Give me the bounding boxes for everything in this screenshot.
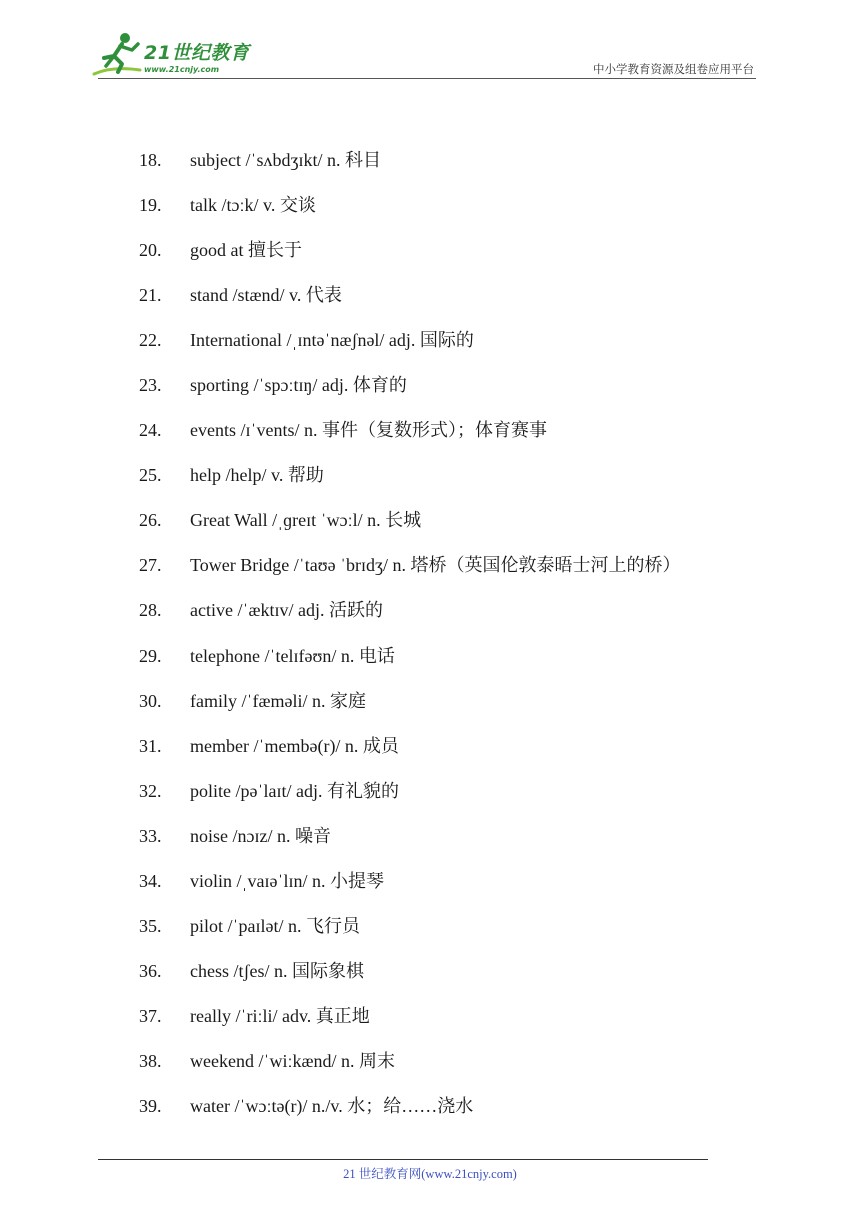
vocab-entry: pilot /ˈpaɪlət/ n. 飞行员 — [190, 915, 360, 936]
vocab-entry: subject /ˈsʌbdʒɪkt/ n. 科目 — [190, 150, 381, 170]
vocab-item — [0, 724, 860, 769]
footer-source-link[interactable]: 21 世纪教育网(www.21cnjy.com) — [343, 1167, 517, 1181]
vocab-item — [0, 904, 860, 949]
vocab-number: 30. — [139, 690, 162, 711]
vocab-item — [0, 588, 860, 633]
vocab-item — [0, 183, 860, 228]
vocab-item — [0, 769, 860, 814]
vocab-entry: really /ˈriːli/ adv. 真正地 — [190, 1005, 370, 1026]
vocab-entry: active /ˈæktɪv/ adj. 活跃的 — [190, 600, 383, 621]
vocab-entry: chess /tʃes/ n. 国际象棋 — [190, 960, 364, 981]
vocab-entry: Great Wall /ˌɡreɪt ˈwɔːl/ n. 长城 — [190, 510, 422, 531]
vocab-number: 33. — [139, 825, 162, 846]
vocab-item — [0, 1039, 860, 1084]
footer-divider — [98, 1159, 708, 1160]
vocab-item — [0, 273, 860, 318]
vocab-number: 21. — [139, 285, 162, 306]
vocab-entry: telephone /ˈtelɪfəʊn/ n. 电话 — [190, 645, 395, 666]
vocab-item — [0, 634, 860, 679]
vocab-entry: violin /ˌvaɪəˈlɪn/ n. 小提琴 — [190, 870, 384, 891]
vocab-number: 31. — [139, 735, 162, 756]
vocab-entry: member /ˈmembə(r)/ n. 成员 — [190, 735, 399, 756]
vocab-item — [0, 679, 860, 724]
vocab-item — [0, 408, 860, 453]
vocab-number: 22. — [139, 330, 162, 351]
vocab-item — [0, 138, 860, 183]
logo-url: www.21cnjy.com — [144, 65, 220, 74]
vocab-item — [0, 859, 860, 904]
vocab-number: 34. — [139, 870, 162, 891]
vocab-entry: events /ɪˈvents/ n. 事件（复数形式）；体育赛事 — [190, 420, 547, 441]
vocab-number: 36. — [139, 960, 162, 981]
vocab-entry: stand /stænd/ v. 代表 — [190, 285, 342, 306]
vocab-item — [0, 1084, 860, 1129]
vocabulary-list — [0, 138, 860, 1129]
vocab-entry: family /ˈfæməli/ n. 家庭 — [190, 690, 366, 711]
vocab-item — [0, 498, 860, 543]
vocab-number: 23. — [139, 375, 162, 396]
vocab-number: 32. — [139, 780, 162, 801]
vocab-number: 35. — [139, 915, 162, 936]
vocab-number: 37. — [139, 1005, 162, 1026]
vocab-item — [0, 814, 860, 859]
vocab-number: 25. — [139, 465, 162, 486]
runner-icon — [92, 30, 148, 80]
vocab-entry: Tower Bridge /ˈtaʊə ˈbrɪdʒ/ n. 塔桥（英国伦敦泰晤士河上的桥） — [190, 555, 681, 576]
vocab-number: 19. — [139, 195, 162, 216]
logo-wordmark: 21世纪教育 — [144, 42, 250, 64]
vocab-item — [0, 363, 860, 408]
vocab-entry: good at 擅长于 — [190, 240, 302, 261]
vocab-item — [0, 228, 860, 273]
vocab-item — [0, 543, 860, 588]
vocab-item — [0, 994, 860, 1039]
vocab-number: 27. — [139, 555, 162, 576]
vocab-item — [0, 949, 860, 994]
vocab-number: 29. — [139, 645, 162, 666]
vocab-number: 20. — [139, 240, 162, 261]
platform-tagline: 中小学教育资源及组卷应用平台 — [593, 62, 754, 76]
site-logo[interactable] — [92, 30, 262, 80]
vocab-entry: water /ˈwɔːtə(r)/ n./v. 水；给……浇水 — [190, 1095, 474, 1116]
vocab-number: 38. — [139, 1050, 162, 1071]
vocab-entry: noise /nɔɪz/ n. 噪音 — [190, 825, 331, 846]
vocab-entry: International /ˌɪntəˈnæʃnəl/ adj. 国际的 — [190, 330, 474, 351]
vocab-number: 28. — [139, 600, 162, 621]
vocab-number: 24. — [139, 420, 162, 441]
vocab-entry: help /help/ v. 帮助 — [190, 465, 324, 486]
vocab-item — [0, 453, 860, 498]
vocab-item — [0, 318, 860, 363]
header-divider — [98, 78, 756, 79]
vocab-entry: weekend /ˈwiːkænd/ n. 周末 — [190, 1050, 395, 1071]
page-header — [0, 0, 860, 90]
vocab-number: 18. — [139, 150, 162, 170]
vocab-entry: sporting /ˈspɔːtɪŋ/ adj. 体育的 — [190, 375, 407, 396]
vocab-entry: talk /tɔːk/ v. 交谈 — [190, 195, 316, 216]
vocab-number: 39. — [139, 1095, 162, 1116]
vocab-entry: polite /pəˈlaɪt/ adj. 有礼貌的 — [190, 780, 399, 801]
vocab-number: 26. — [139, 510, 162, 531]
